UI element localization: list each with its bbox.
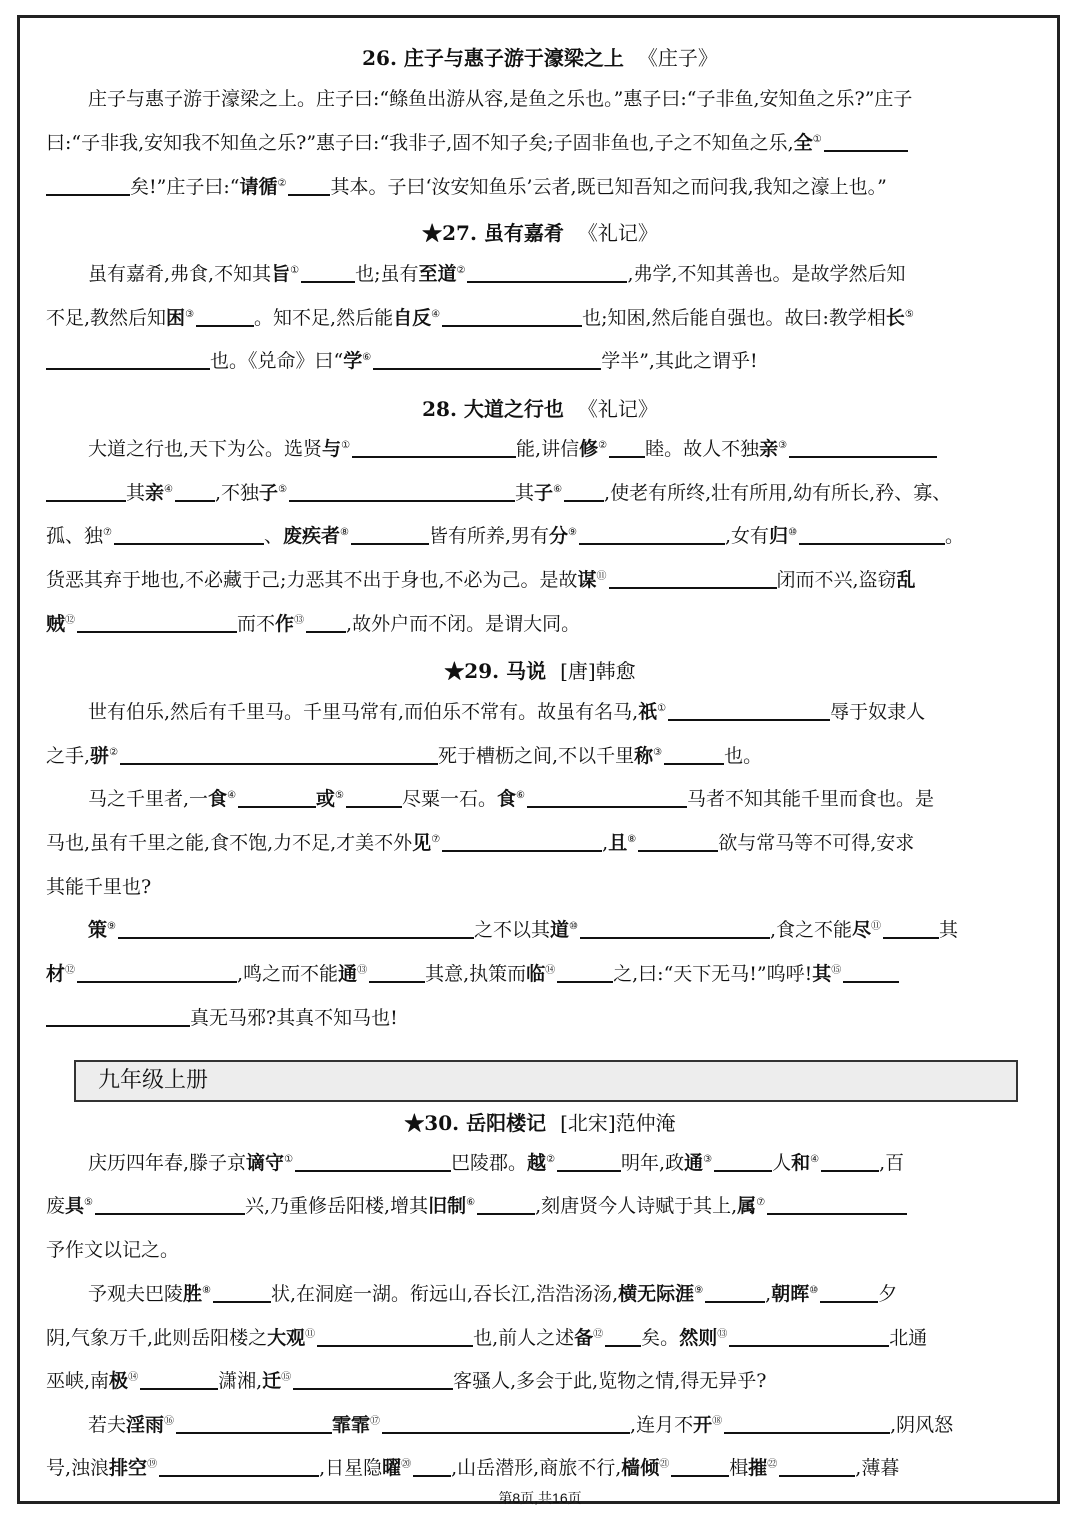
text-line: 若夫淫雨⑯ 霏霏⑰ ,连月不开⑱ ,阴风怒 [88, 1414, 954, 1436]
answer-blank[interactable] [714, 1152, 772, 1172]
answer-blank[interactable] [295, 1152, 451, 1172]
answer-blank[interactable] [46, 350, 210, 370]
answer-blank[interactable] [46, 1007, 190, 1027]
answer-blank[interactable] [306, 613, 346, 633]
answer-blank[interactable] [477, 1195, 535, 1215]
answer-blank[interactable] [442, 307, 582, 327]
answer-blank[interactable] [579, 525, 725, 545]
answer-blank[interactable] [467, 263, 627, 283]
answer-blank[interactable] [213, 1283, 271, 1303]
answer-blank[interactable] [301, 263, 355, 283]
answer-blank[interactable] [288, 176, 330, 196]
answer-blank[interactable] [527, 788, 687, 808]
answer-blank[interactable] [77, 963, 237, 983]
answer-blank[interactable] [557, 963, 613, 983]
answer-blank[interactable] [564, 482, 604, 502]
answer-blank[interactable] [767, 1195, 907, 1215]
text-line: 孤、独⑦ 、废疾者⑧ 皆有所养,男有分⑨ ,女有归⑩ 。 [46, 525, 965, 547]
answer-blank[interactable] [382, 1414, 630, 1434]
answer-blank[interactable] [293, 1370, 453, 1390]
text-line: 材⑫ ,鸣之而不能通⑬ 其意,执策而临⑭ 之,曰:“天下无马!”呜呼!其⑮ [46, 961, 1022, 987]
answer-blank[interactable] [140, 1370, 218, 1390]
answer-blank[interactable] [638, 832, 718, 852]
answer-blank[interactable] [46, 482, 126, 502]
answer-blank[interactable] [373, 350, 601, 370]
text-line: 贼⑫ 而不作⑬ ,故外户而不闭。是谓大同。 [46, 613, 581, 635]
text-line: 巫峡,南极⑭ 潇湘,迁⑮ 客骚人,多会于此,览物之情,得无异乎? [46, 1370, 767, 1392]
text-line: 废具⑤ 兴,乃重修岳阳楼,增其旧制⑥ ,刻唐贤今人诗赋于其上,属⑦ [46, 1193, 1022, 1219]
answer-blank[interactable] [705, 1283, 765, 1303]
section-29-title: ★29. 马说 [唐]韩愈 [444, 659, 636, 683]
answer-blank[interactable] [799, 525, 945, 545]
answer-blank[interactable] [789, 438, 937, 458]
answer-blank[interactable] [821, 1152, 879, 1172]
text-line: 不足,教然后知困③ 。知不足,然后能自反④ 也;知困,然后能自强也。故曰:教学相长⑤ [46, 307, 914, 329]
answer-blank[interactable] [779, 1457, 855, 1477]
text-line: 货恶其弃于地也,不必藏于己;力恶其不出于身也,不必为己。是故谋⑪ 闭而不兴,盗窃乱 [46, 569, 916, 591]
answer-blank[interactable] [580, 919, 770, 939]
answer-blank[interactable] [95, 1195, 245, 1215]
answer-blank[interactable] [671, 1457, 729, 1477]
answer-blank[interactable] [609, 569, 777, 589]
text-line: 其能千里也? [46, 876, 152, 898]
answer-blank[interactable] [289, 482, 515, 502]
answer-blank[interactable] [159, 1457, 319, 1477]
answer-blank[interactable] [605, 1327, 641, 1347]
answer-blank[interactable] [120, 745, 438, 765]
answer-blank[interactable] [46, 176, 130, 196]
answer-blank[interactable] [729, 1327, 889, 1347]
answer-blank[interactable] [352, 438, 516, 458]
answer-blank[interactable] [609, 438, 645, 458]
answer-blank[interactable] [664, 745, 724, 765]
answer-blank[interactable] [175, 482, 215, 502]
text-line: 阴,气象万千,此则岳阳楼之大观⑪ 也,前人之述备⑫ 矣。然则⑬ 北通 [46, 1327, 928, 1349]
answer-blank[interactable] [238, 788, 316, 808]
section-26-title: 26. 庄子与惠子游于濠梁之上 《庄子》 [362, 46, 718, 70]
text-line: 也。《兑命》曰“学⑥ 学半”,其此之谓乎! [46, 348, 1022, 374]
text-line: 庄子与惠子游于濠梁之上。庄子曰:“鲦鱼出游从容,是鱼之乐也。”惠子曰:“子非鱼,安知鱼之乐?”庄子 [88, 88, 913, 110]
answer-blank[interactable] [77, 613, 237, 633]
answer-blank[interactable] [724, 1414, 890, 1434]
text-line: 矣!”庄子曰:“请循② 其本。子曰‘汝安知鱼乐’云者,既已知吾知之而问我,我知之濠上也。” [46, 174, 1022, 200]
answer-blank[interactable] [369, 963, 425, 983]
section-27-title: ★27. 虽有嘉肴 《礼记》 [422, 221, 658, 245]
answer-blank[interactable] [883, 919, 939, 939]
answer-blank[interactable] [351, 525, 429, 545]
text-line: 虽有嘉肴,弗食,不知其旨① 也;虽有至道② ,弗学,不知其善也。是故学然后知 [88, 263, 906, 285]
answer-blank[interactable] [820, 1283, 878, 1303]
answer-blank[interactable] [196, 307, 254, 327]
grade-heading: 九年级上册 [74, 1060, 1018, 1102]
text-line: 号,浊浪排空⑲ ,日星隐曜⑳ ,山岳潜形,商旅不行,樯倾$^㉑$ 楫摧$^㉒$ ,薄暮 [46, 1457, 900, 1479]
text-line: 真无马邪?其真不知马也! [46, 1005, 1022, 1031]
answer-blank[interactable] [442, 832, 602, 852]
text-line: 曰:“子非我,安知我不知鱼之乐?”惠子曰:“我非子,固不知子矣;子固非鱼也,子之不知鱼之乐,全① [46, 130, 1022, 156]
text-line: 庆历四年春,滕子京谪守① 巴陵郡。越② 明年,政通③ 人和④ ,百 [88, 1152, 905, 1174]
answer-blank[interactable] [317, 1327, 473, 1347]
text-line: 马之千里者,一食④ 或⑤ 尽粟一石。食⑥ 马者不知其能千里而食也。是 [88, 788, 935, 810]
section-28-title: 28. 大道之行也 《礼记》 [422, 397, 658, 421]
answer-blank[interactable] [824, 132, 908, 152]
answer-blank[interactable] [843, 963, 899, 983]
text-line: 大道之行也,天下为公。选贤与① 能,讲信修② 睦。故人不独亲③ [88, 436, 1022, 462]
text-line: 予作文以记之。 [46, 1239, 180, 1261]
text-line: 其亲④ ,不独子⑤ 其子⑥ ,使老有所终,壮有所用,幼有所长,矜、寡、 [46, 480, 1022, 506]
answer-blank[interactable] [176, 1414, 332, 1434]
answer-blank[interactable] [114, 525, 264, 545]
text-line: 马也,虽有千里之能,食不饱,力不足,才美不外见⑦ ,且⑧ 欲与常马等不可得,安求 [46, 832, 915, 854]
answer-blank[interactable] [668, 701, 830, 721]
text-line: 之手,骈② 死于槽枥之间,不以千里称③ 也。 [46, 745, 763, 767]
answer-blank[interactable] [118, 919, 474, 939]
answer-blank[interactable] [413, 1457, 451, 1477]
text-line: 予观夫巴陵胜⑧ 状,在洞庭一湖。衔远山,吞长江,浩浩汤汤,横无际涯⑨ ,朝晖⑩ 夕 [88, 1283, 898, 1305]
text-line: 世有伯乐,然后有千里马。千里马常有,而伯乐不常有。故虽有名马,祇① 辱于奴隶人 [88, 701, 926, 723]
section-30-title: ★30. 岳阳楼记 [北宋]范仲淹 [404, 1111, 676, 1135]
answer-blank[interactable] [557, 1152, 621, 1172]
answer-blank[interactable] [346, 788, 402, 808]
text-line: 策⑨ 之不以其道⑩ ,食之不能尽⑪ 其 [88, 919, 959, 941]
page-number: 第8页,共16页 [498, 1490, 582, 1506]
